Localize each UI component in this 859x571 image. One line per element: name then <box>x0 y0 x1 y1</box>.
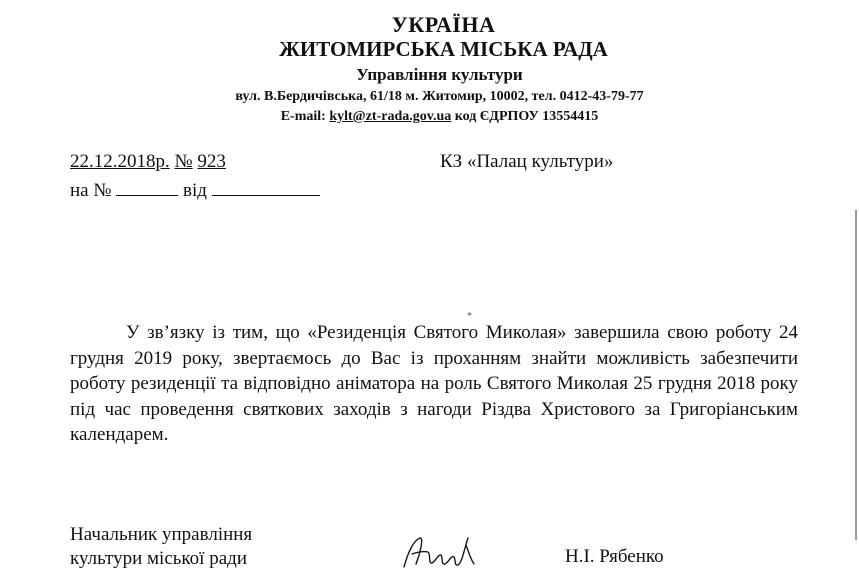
scan-edge-shadow <box>855 210 857 540</box>
signatory-title-line1: Начальник управління <box>70 524 253 545</box>
registration-number: 923 <box>197 151 226 172</box>
handwritten-signature <box>398 530 478 569</box>
addressee: КЗ «Палац культури» <box>440 151 614 172</box>
letterhead-council: ЖИТОМИРСЬКА МІСЬКА РАДА <box>279 37 608 61</box>
reference-line <box>70 179 320 202</box>
letterhead-contacts <box>10 109 859 125</box>
letterhead-department: Управління культури <box>356 65 523 84</box>
ink-mark: * <box>467 311 472 322</box>
registration-number-label: № <box>174 151 193 172</box>
edrpou-code: код ЄДРПОУ 13554415 <box>454 109 599 124</box>
signatory-title <box>70 523 252 571</box>
email-address: kylt@zt-rada.gov.ua <box>329 109 452 124</box>
letter-body <box>70 320 798 448</box>
email-label: E-mail: <box>280 109 326 124</box>
letterhead-country: УКРАЇНА <box>391 12 496 37</box>
reference-date-blank <box>212 179 320 196</box>
registration-date: 22.12.2018р. <box>70 151 170 172</box>
registration-line <box>70 151 226 173</box>
reference-number-blank <box>116 179 178 196</box>
reference-prefix: на № <box>70 180 112 201</box>
reference-from: від <box>182 180 207 201</box>
signatory-name: Н.І. Рябенко <box>565 546 664 567</box>
body-paragraph: У зв’язку із тим, що «Резиденція Святого Миколая» завершила свою роботу 24 грудня 2019 року, звертаємось до Вас із проханням знайти можливість забезпечити роботу резиденції та відповідно аніматора на роль Святого Миколая 25 грудня 2018 року під час проведення святкових заходів з нагоди Різдва Христового за Григоріанським календарем. <box>70 322 798 445</box>
letterhead-address: вул. В.Бердичівська, 61/18 м. Житомир, 10002, тел. 0412-43-79-77 <box>235 89 644 104</box>
signatory-title-line2: культури міської ради <box>70 548 247 569</box>
